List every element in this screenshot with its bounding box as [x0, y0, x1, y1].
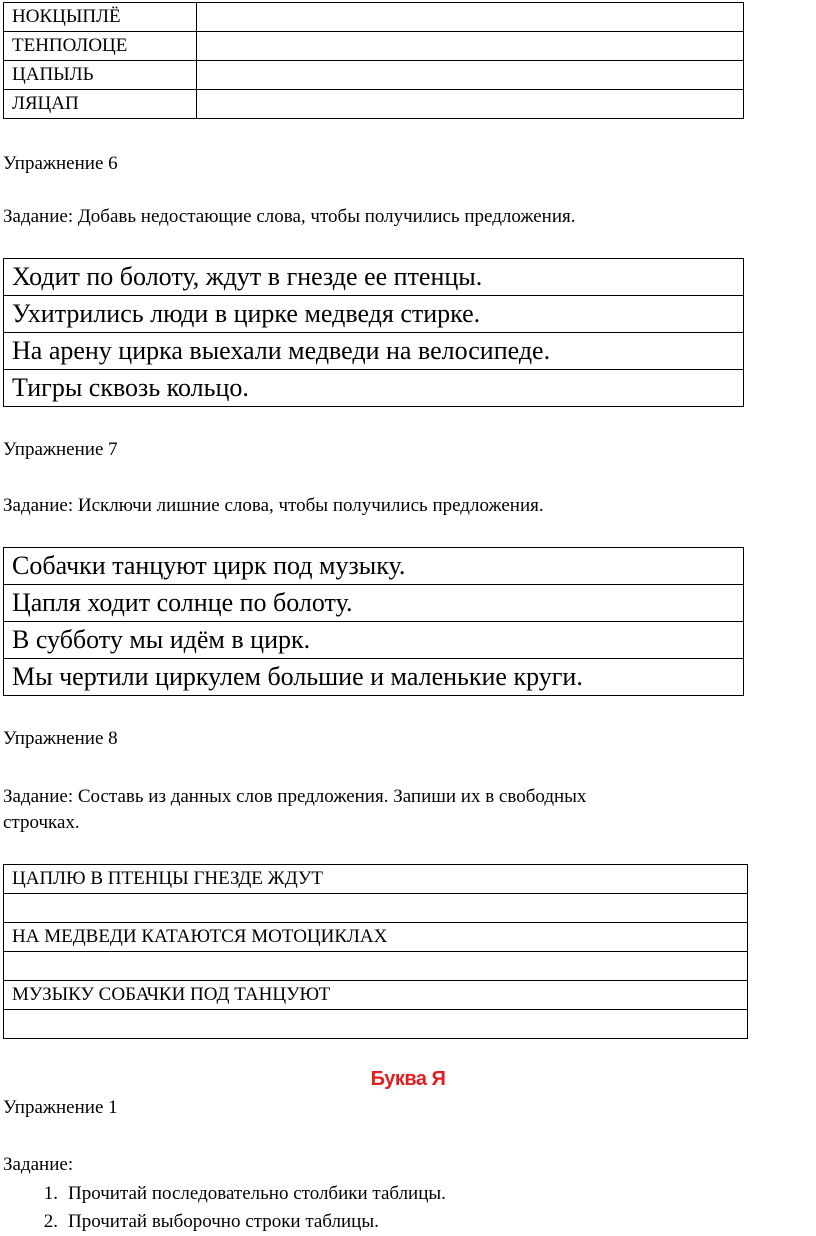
table-row — [4, 894, 748, 923]
table-row — [4, 259, 744, 296]
sentence-cell: Ходит по болоту, ждут в гнезде ее птенцы. — [4, 259, 744, 296]
answer-line-cell[interactable] — [4, 952, 748, 981]
exercise-7-task: Задание: Исключи лишние слова, чтобы получились предложения. — [3, 495, 544, 516]
table-row — [4, 865, 748, 894]
exercise-7-table — [3, 547, 744, 696]
exercise-6-table — [3, 258, 744, 407]
table-row — [4, 585, 744, 622]
anagram-answer-cell[interactable] — [197, 61, 744, 90]
answer-line-cell[interactable] — [4, 1010, 748, 1039]
sentence-cell: В субботу мы идём в цирк. — [4, 622, 744, 659]
table-row — [4, 659, 744, 696]
exercise-6-title: Упражнение 6 — [3, 153, 118, 174]
sentence-cell: Тигры сквозь кольцо. — [4, 370, 744, 407]
exercise-8-task-line-2: строчках. — [3, 812, 80, 833]
list-item-text: Прочитай выборочно строки таблицы. — [68, 1211, 379, 1232]
list-number: 2. — [43, 1211, 58, 1232]
list-item-text: Прочитай последовательно столбики таблицы. — [68, 1183, 446, 1204]
word-set-cell: МУЗЫКУ СОБАЧКИ ПОД ТАНЦУЮТ — [4, 981, 748, 1010]
table-row — [4, 1010, 748, 1039]
table-row — [4, 3, 744, 32]
anagram-table — [3, 2, 744, 119]
table-row — [4, 622, 744, 659]
anagram-word: ЛЯЦАП — [4, 90, 197, 119]
table-row — [4, 90, 744, 119]
anagram-word: ТЕНПОЛОЦЕ — [4, 32, 197, 61]
table-row — [4, 296, 744, 333]
word-set-cell: НА МЕДВЕДИ КАТАЮТСЯ МОТОЦИКЛАХ — [4, 923, 748, 952]
sentence-cell: Ухитрились люди в цирке медведя стирке. — [4, 296, 744, 333]
exercise-1-title: Упражнение 1 — [3, 1097, 118, 1118]
exercise-8-task-line-1: Задание: Составь из данных слов предложения. Запиши их в свободных — [3, 786, 587, 807]
table-row — [4, 981, 748, 1010]
table-row — [4, 61, 744, 90]
anagram-word: ЦАПЫЛЬ — [4, 61, 197, 90]
exercise-6-task: Задание: Добавь недостающие слова, чтобы получились предложения. — [3, 206, 576, 227]
table-row — [4, 333, 744, 370]
task-list — [18, 1180, 446, 1236]
letter-heading: Буква Я — [370, 1068, 446, 1090]
sentence-cell: Мы чертили циркулем большие и маленькие круги. — [4, 659, 744, 696]
list-item — [18, 1180, 446, 1208]
table-row — [4, 32, 744, 61]
exercise-1-task-label: Задание: — [3, 1154, 74, 1175]
word-set-cell: ЦАПЛЮ В ПТЕНЦЫ ГНЕЗДЕ ЖДУТ — [4, 865, 748, 894]
table-row — [4, 952, 748, 981]
exercise-8-title: Упражнение 8 — [3, 728, 118, 749]
anagram-answer-cell[interactable] — [197, 90, 744, 119]
table-row — [4, 548, 744, 585]
exercise-7-title: Упражнение 7 — [3, 439, 118, 460]
anagram-answer-cell[interactable] — [197, 32, 744, 61]
sentence-cell: Собачки танцуют цирк под музыку. — [4, 548, 744, 585]
list-number: 1. — [43, 1183, 58, 1204]
list-item — [18, 1208, 446, 1236]
sentence-cell: На арену цирка выехали медведи на велосипеде. — [4, 333, 744, 370]
table-row — [4, 923, 748, 952]
answer-line-cell[interactable] — [4, 894, 748, 923]
anagram-answer-cell[interactable] — [197, 3, 744, 32]
sentence-cell: Цапля ходит солнце по болоту. — [4, 585, 744, 622]
table-row — [4, 370, 744, 407]
exercise-8-table — [3, 864, 748, 1039]
anagram-word: НОКЦЫПЛЁ — [4, 3, 197, 32]
